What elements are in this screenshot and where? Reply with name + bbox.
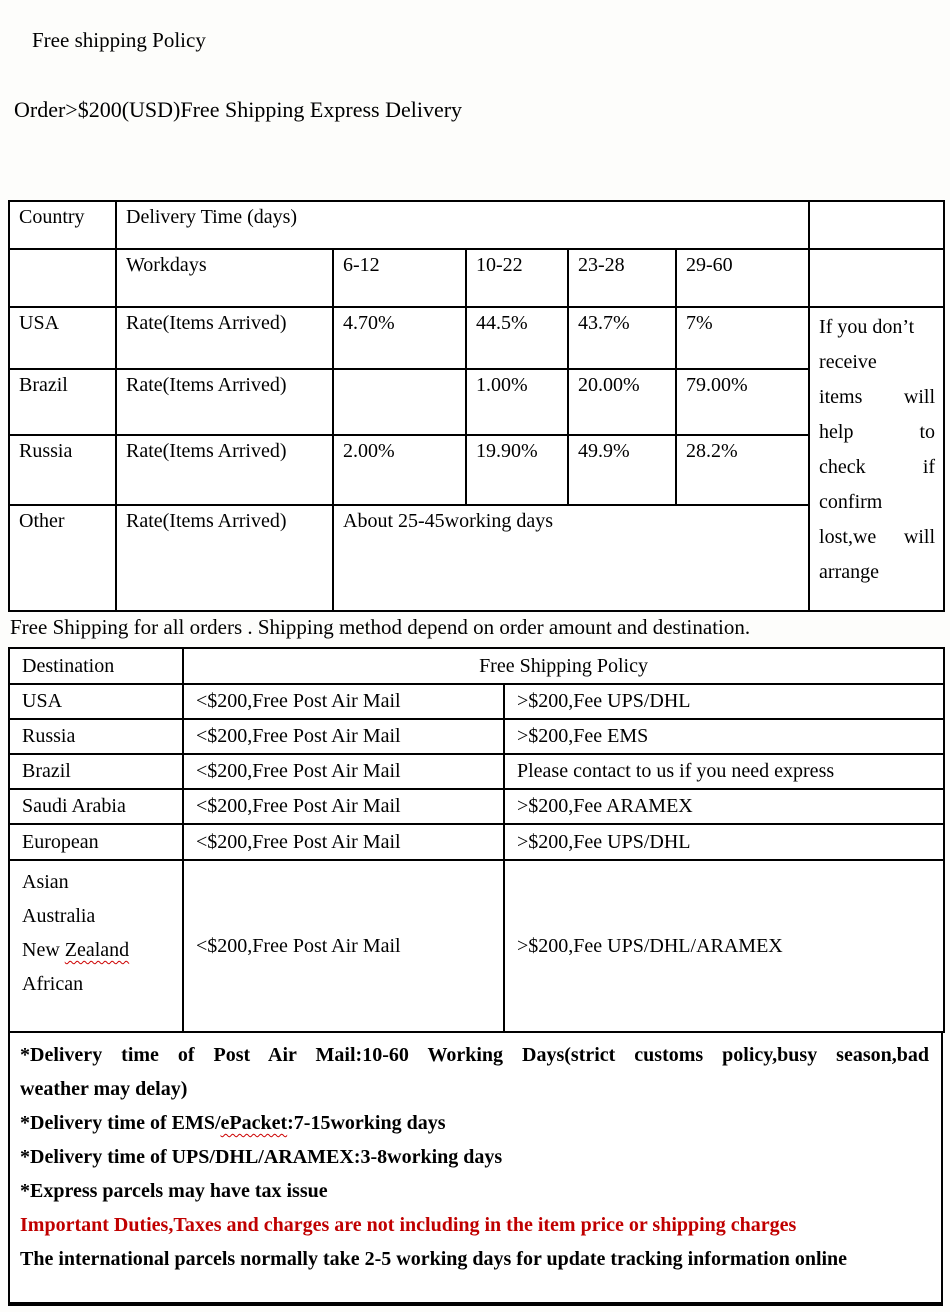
rate-value-cell: 4.70% bbox=[333, 307, 466, 369]
subheader-range-2: 10-22 bbox=[466, 249, 568, 307]
destination-line: Australia bbox=[22, 905, 96, 927]
rate-label-cell: Rate(Items Arrived) bbox=[116, 505, 333, 611]
free-shipping-policy-table bbox=[8, 647, 945, 1033]
destination-cell: Saudi Arabia bbox=[9, 789, 183, 824]
under-threshold-cell: <$200,Free Post Air Mail bbox=[183, 684, 504, 719]
under-threshold-cell: <$200,Free Post Air Mail bbox=[183, 754, 504, 789]
policy-row-european bbox=[9, 824, 944, 860]
destination-cell: Russia bbox=[9, 719, 183, 754]
destination-cell: European bbox=[9, 824, 183, 860]
free-shipping-summary-line: Free Shipping for all orders . Shipping method depend on order amount and destination. bbox=[10, 615, 751, 639]
delivery-subheader-row bbox=[9, 249, 944, 307]
policy-row-brazil bbox=[9, 754, 944, 789]
country-cell: USA bbox=[9, 307, 116, 369]
over-threshold-cell: >$200,Fee EMS bbox=[504, 719, 944, 754]
under-threshold-cell: <$200,Free Post Air Mail bbox=[183, 789, 504, 824]
over-threshold-cell: >$200,Fee UPS/DHL bbox=[504, 684, 944, 719]
note-line: help to bbox=[819, 421, 936, 443]
subheader-range-3: 23-28 bbox=[568, 249, 676, 307]
under-threshold-cell: <$200,Free Post Air Mail bbox=[183, 719, 504, 754]
rate-value-cell bbox=[333, 369, 466, 435]
subheader-empty-cell-right bbox=[809, 249, 944, 307]
header-empty-cell bbox=[809, 201, 944, 249]
note-line: check if bbox=[819, 456, 936, 478]
over-threshold-cell: Please contact to us if you need express bbox=[504, 754, 944, 789]
note-duties-warning: Important Duties,Taxes and charges are not including in the item price or shipping charges bbox=[20, 1214, 797, 1236]
note-line: lost,we will bbox=[819, 526, 936, 548]
delivery-time-table bbox=[8, 200, 945, 612]
note-post-air-mail-line1: *Delivery time of Post Air Mail:10-60 Working Days(strict customs policy,busy season,bad bbox=[20, 1044, 929, 1066]
under-threshold-cell: <$200,Free Post Air Mail bbox=[183, 860, 504, 1032]
destination-line: Asian bbox=[22, 871, 69, 893]
table-row-usa bbox=[9, 307, 944, 369]
note-tax-issue: *Express parcels may have tax issue bbox=[20, 1180, 328, 1202]
note-ems-epacket bbox=[20, 1106, 929, 1140]
delivery-header-row bbox=[9, 201, 944, 249]
rate-value-cell: 1.00% bbox=[466, 369, 568, 435]
header-delivery-time: Delivery Time (days) bbox=[116, 201, 809, 249]
destination-word: New bbox=[22, 939, 60, 961]
rate-label-cell: Rate(Items Arrived) bbox=[116, 435, 333, 505]
note-line: receive bbox=[819, 351, 877, 373]
table-row-brazil bbox=[9, 369, 944, 435]
note-ems-suffix: :7-15working days bbox=[287, 1112, 446, 1134]
policy-row-saudi-arabia bbox=[9, 789, 944, 824]
lost-parcel-note bbox=[809, 307, 944, 611]
over-threshold-cell: >$200,Fee ARAMEX bbox=[504, 789, 944, 824]
destination-cell: USA bbox=[9, 684, 183, 719]
subheader-empty-cell bbox=[9, 249, 116, 307]
rate-value-cell: 7% bbox=[676, 307, 809, 369]
country-cell: Other bbox=[9, 505, 116, 611]
note-express-couriers: *Delivery time of UPS/DHL/ARAMEX:3-8working days bbox=[20, 1146, 503, 1168]
subheader-workdays: Workdays bbox=[116, 249, 333, 307]
over-threshold-cell: >$200,Fee UPS/DHL bbox=[504, 824, 944, 860]
rate-value-cell: 43.7% bbox=[568, 307, 676, 369]
note-ems-prefix: *Delivery time of EMS/ bbox=[20, 1112, 221, 1134]
rate-value-cell: 44.5% bbox=[466, 307, 568, 369]
over-threshold-cell: >$200,Fee UPS/DHL/ARAMEX bbox=[504, 860, 944, 1032]
subheader-range-1: 6-12 bbox=[333, 249, 466, 307]
note-line: If you don’t bbox=[819, 316, 915, 338]
header-policy: Free Shipping Policy bbox=[183, 648, 944, 684]
note-post-air-mail-line2: weather may delay) bbox=[20, 1078, 188, 1100]
note-line: arrange bbox=[819, 561, 879, 583]
rate-label-cell: Rate(Items Arrived) bbox=[116, 307, 333, 369]
under-threshold-cell: <$200,Free Post Air Mail bbox=[183, 824, 504, 860]
destination-line: African bbox=[22, 973, 84, 995]
rate-value-cell: 79.00% bbox=[676, 369, 809, 435]
subheader-range-4: 29-60 bbox=[676, 249, 809, 307]
header-destination: Destination bbox=[9, 648, 183, 684]
misspelled-word: Zealand bbox=[64, 939, 130, 961]
header-country: Country bbox=[9, 201, 116, 249]
destination-cell: Brazil bbox=[9, 754, 183, 789]
country-cell: Brazil bbox=[9, 369, 116, 435]
delivery-notes-box bbox=[8, 1031, 943, 1306]
policy-row-russia bbox=[9, 719, 944, 754]
policy-row-usa bbox=[9, 684, 944, 719]
order-threshold-line: Order>$200(USD)Free Shipping Express Delivery bbox=[14, 97, 463, 122]
other-delivery-estimate-cell: About 25-45working days bbox=[333, 505, 809, 611]
policy-row-asia-australia-nz-africa bbox=[9, 860, 944, 1032]
rate-value-cell: 19.90% bbox=[466, 435, 568, 505]
rate-value-cell: 28.2% bbox=[676, 435, 809, 505]
policy-header-row bbox=[9, 648, 944, 684]
table-row-russia bbox=[9, 435, 944, 505]
note-line: items will bbox=[819, 386, 936, 408]
destination-line bbox=[22, 933, 176, 967]
rate-value-cell: 20.00% bbox=[568, 369, 676, 435]
rate-label-cell: Rate(Items Arrived) bbox=[116, 369, 333, 435]
page-title: Free shipping Policy bbox=[32, 28, 206, 52]
destination-multi-cell bbox=[9, 860, 183, 1032]
note-tracking-update: The international parcels normally take 2-5 working days for update tracking information online bbox=[20, 1248, 848, 1270]
table-row-other bbox=[9, 505, 944, 611]
note-line: confirm bbox=[819, 491, 883, 513]
misspelled-word: ePacket bbox=[220, 1112, 288, 1134]
country-cell: Russia bbox=[9, 435, 116, 505]
rate-value-cell: 49.9% bbox=[568, 435, 676, 505]
rate-value-cell: 2.00% bbox=[333, 435, 466, 505]
